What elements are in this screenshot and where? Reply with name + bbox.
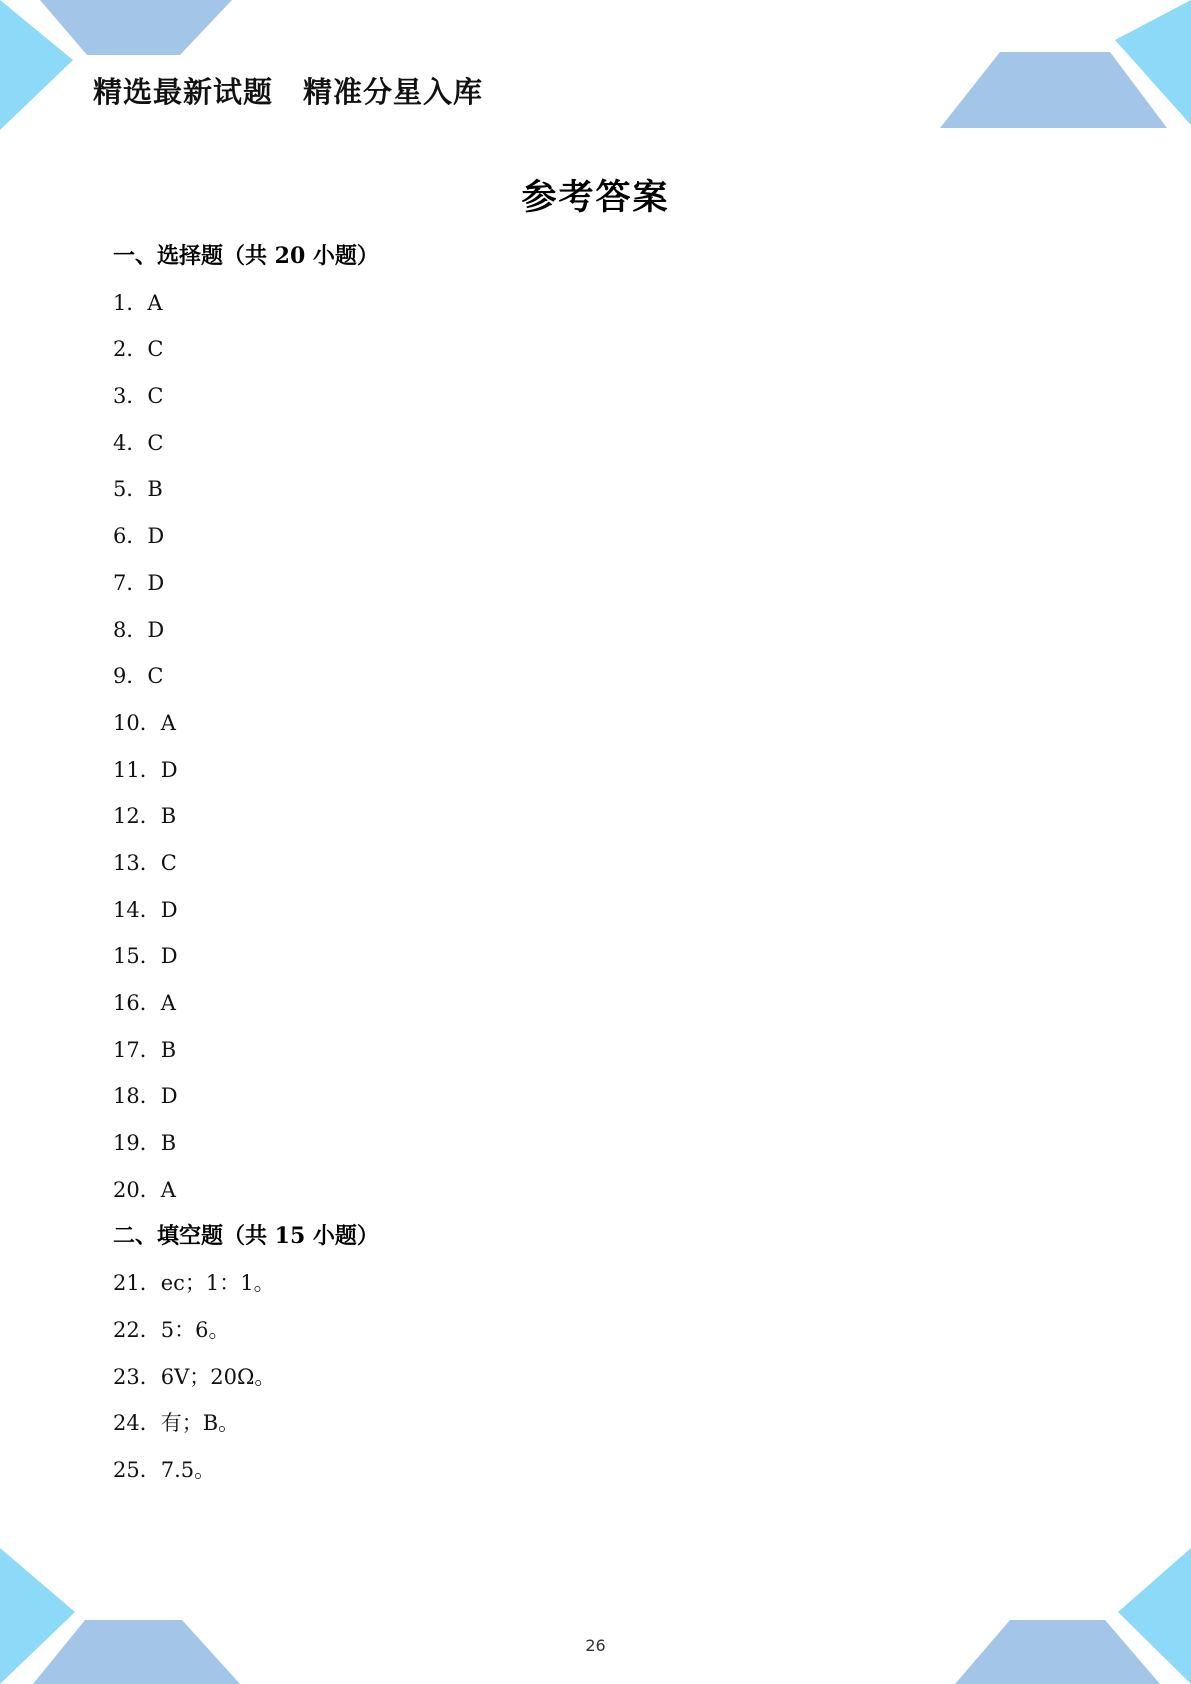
page-number: 26 — [585, 1636, 606, 1655]
top-left-corner-triangle — [0, 0, 73, 130]
header-slogan: 精选最新试题 精准分星入库 — [93, 75, 484, 109]
answer-item: 10．A — [113, 710, 176, 735]
answer-item: 8．D — [113, 617, 165, 642]
top-right-corner-triangle — [1115, 0, 1191, 125]
answer-item: 2．C — [113, 337, 164, 362]
answer-item: 15．D — [113, 944, 178, 969]
answer-item: 25．7.5。 — [113, 1457, 216, 1482]
answer-item: 18．D — [113, 1084, 178, 1109]
bottom-right-corner-triangle — [1118, 1548, 1191, 1684]
top-right-trapezoid — [940, 52, 1167, 128]
page-title: 参考答案 — [521, 178, 670, 218]
answer-item: 4．C — [113, 430, 164, 455]
section-heading-choice: 一、选择题（共 20 小题） — [113, 243, 379, 269]
answer-item: 20．A — [113, 1177, 176, 1202]
answer-item: 6．D — [113, 524, 165, 549]
answer-item: 22．5：6。 — [113, 1317, 230, 1342]
answer-item: 3．C — [113, 384, 164, 409]
answer-item: 21．ec；1：1。 — [113, 1271, 275, 1296]
answer-item: 9．C — [113, 664, 164, 689]
bottom-left-corner-triangle — [0, 1548, 75, 1684]
answer-item: 19．B — [113, 1131, 177, 1156]
answer-item: 23．6V；20Ω。 — [113, 1364, 276, 1389]
answer-item: 13．C — [113, 850, 177, 875]
answer-item: 16．A — [113, 991, 176, 1015]
answer-item: 17．B — [113, 1037, 177, 1062]
answer-item: 12．B — [113, 804, 177, 829]
answer-item: 11．D — [113, 757, 178, 782]
section-heading-fill-blank: 二、填空题（共 15 小题） — [113, 1223, 379, 1250]
answer-item: 14．D — [113, 897, 178, 922]
answer-item: 24．有；B。 — [113, 1411, 240, 1436]
answer-item: 7．D — [113, 570, 165, 595]
answer-content — [113, 238, 1113, 1499]
answer-item: 5．B — [113, 477, 163, 502]
answer-item: 1．A — [113, 290, 163, 315]
top-left-trapezoid — [40, 0, 232, 55]
